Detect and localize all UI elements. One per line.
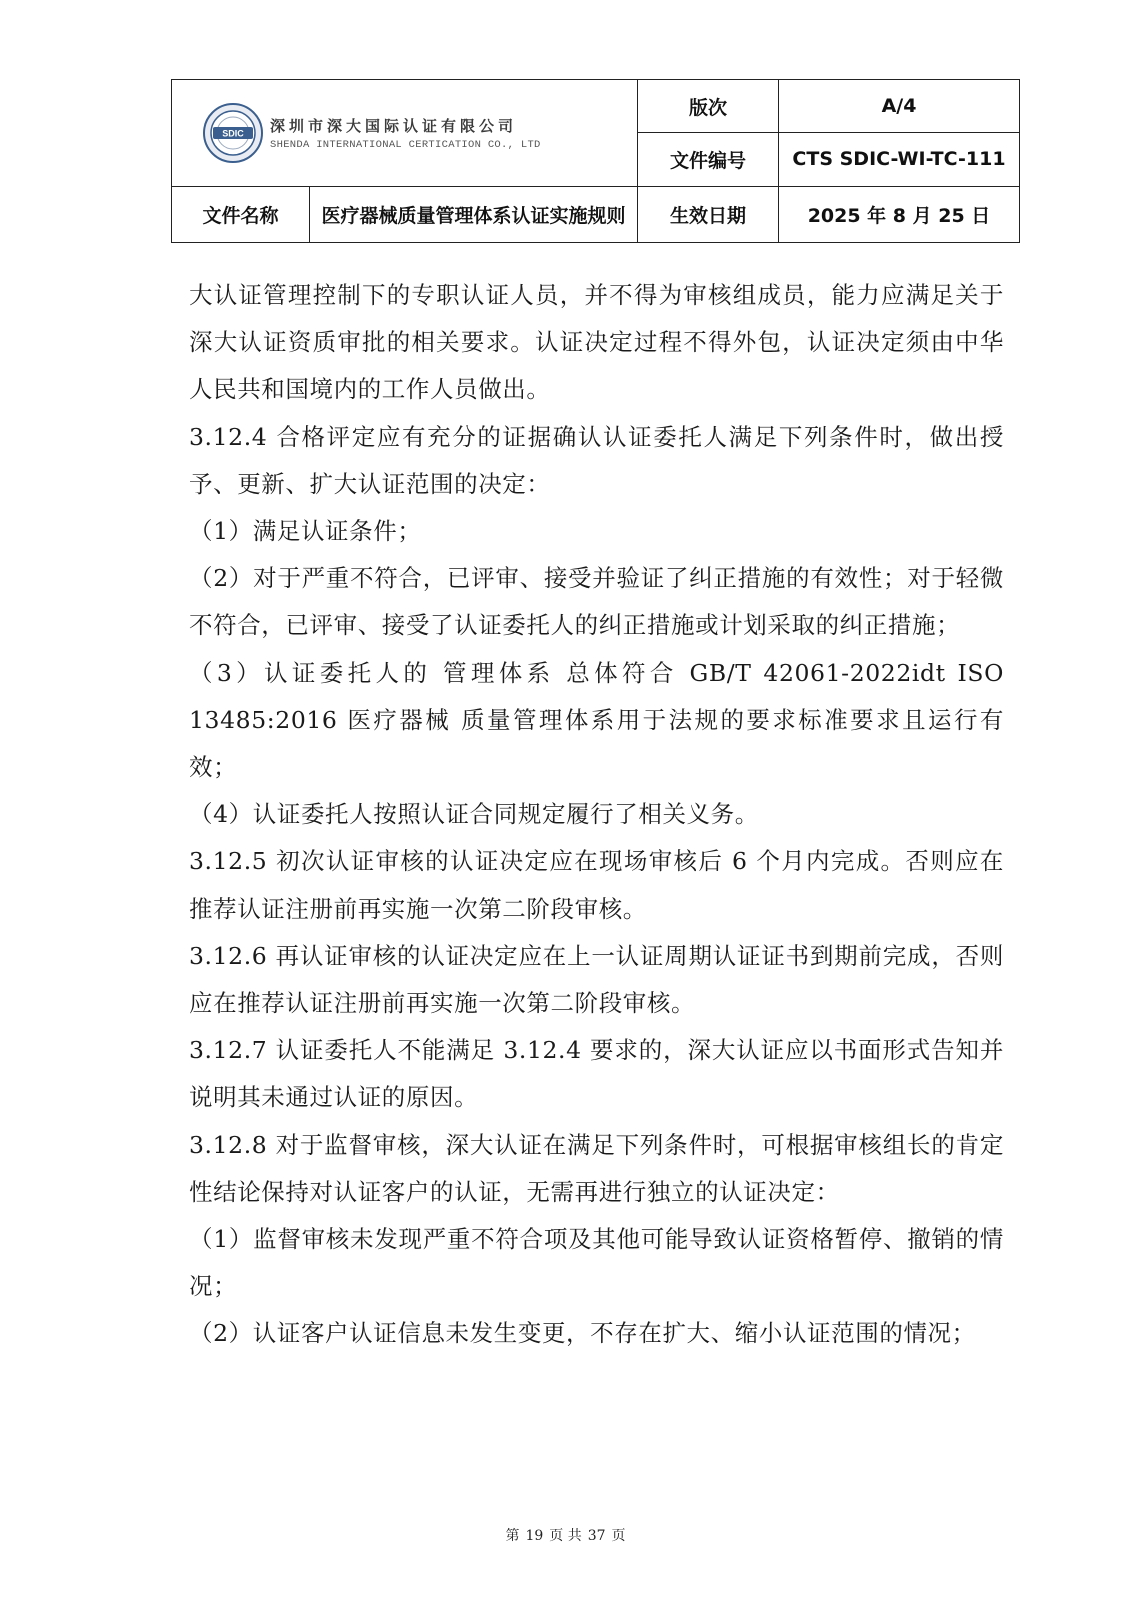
paragraph: 3.12.5 初次认证审核的认证决定应在现场审核后 6 个月内完成。否则应在推荐认证注册前再实施一次第二阶段审核。 xyxy=(189,847,1004,923)
paragraph: 大认证管理控制下的专职认证人员，并不得为审核组成员，能力应满足关于深大认证资质审批的相关要求。认证决定过程不得外包，认证决定须由中华人民共和国境内的工作人员做出。 xyxy=(189,281,1004,404)
doc-name-value: 医疗器械质量管理体系认证实施规则 xyxy=(310,186,638,242)
logo-text: SDIC xyxy=(222,128,244,139)
document-body xyxy=(189,272,1004,1358)
total-pages: 37 xyxy=(587,1528,606,1544)
company-name-cn: 深圳市深大国际认证有限公司 xyxy=(270,116,518,135)
paragraph: 3.12.8 对于监督审核，深大认证在满足下列条件时，可根据审核组长的肯定性结论保持对认证客户的认证，无需再进行独立的认证决定： xyxy=(189,1130,1004,1206)
list-item: （1）监督审核未发现严重不符合项及其他可能导致认证资格暂停、撤销的情况； xyxy=(189,1225,1004,1301)
doc-name-label: 文件名称 xyxy=(172,186,310,242)
footer-prefix: 第 xyxy=(505,1528,520,1544)
footer-suffix: 页 xyxy=(611,1528,626,1544)
paragraph: 3.12.6 再认证审核的认证决定应在上一认证周期认证证书到期前完成，否则应在推荐认证注册前再实施一次第二阶段审核。 xyxy=(189,941,1004,1018)
paragraph: 3.12.4 合格评定应有充分的证据确认认证委托人满足下列条件时，做出授予、更新、扩大认证范围的决定： xyxy=(189,422,1004,498)
page-number: 19 xyxy=(525,1528,544,1544)
list-item: （2）认证客户认证信息未发生变更，不存在扩大、缩小认证范围的情况； xyxy=(189,1319,976,1348)
version-value: A/4 xyxy=(779,80,1020,133)
effective-date-label: 生效日期 xyxy=(638,186,779,242)
list-item: （2）对于严重不符合，已评审、接受并验证了纠正措施的有效性；对于轻微不符合，已评审、接受了认证委托人的纠正措施或计划采取的纠正措施； xyxy=(189,564,1004,640)
company-seal-logo xyxy=(202,102,264,164)
paragraph: 3.12.7 认证委托人不能满足 3.12.4 要求的，深大认证应以书面形式告知并说明其未通过认证的原因。 xyxy=(189,1036,1004,1112)
document-header-table xyxy=(171,79,1020,243)
version-label: 版次 xyxy=(638,80,779,133)
company-logo-cell xyxy=(172,80,638,187)
list-item: （3）认证委托人的 管理体系 总体符合 GB/T 42061-2022idt ISO 13485:2016 医疗器械 质量管理体系用于法规的要求标准要求且运行有效； xyxy=(189,658,1004,782)
effective-date-value: 2025 年 8 月 25 日 xyxy=(779,186,1020,242)
footer-middle: 页 共 xyxy=(549,1528,582,1544)
doc-number-value: CTS SDIC-WI-TC-111 xyxy=(779,133,1020,186)
list-item: （1）满足认证条件； xyxy=(189,517,422,546)
list-item: （4）认证委托人按照认证合同规定履行了相关义务。 xyxy=(189,800,759,829)
company-name-en: SHENDA INTERNATIONAL CERTICATION CO., LTD xyxy=(270,138,541,151)
doc-number-label: 文件编号 xyxy=(638,133,779,186)
page-footer xyxy=(0,1525,1131,1545)
